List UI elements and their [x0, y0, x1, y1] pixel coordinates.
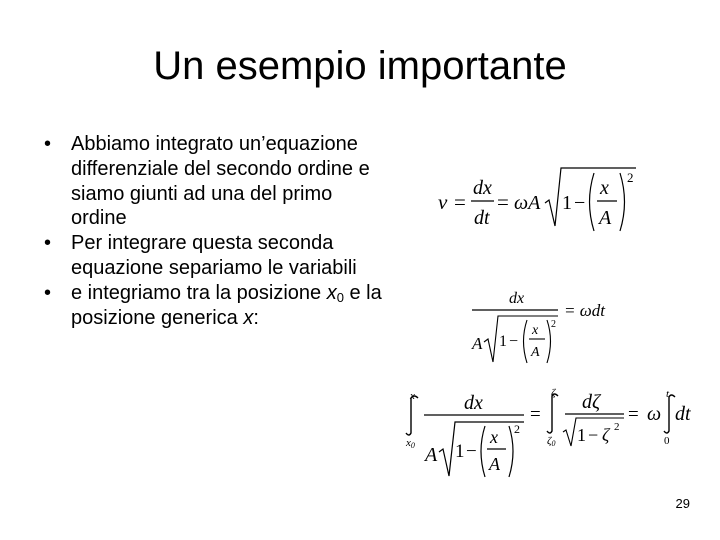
eq2-a: A [472, 334, 483, 353]
eq2-x: x [532, 323, 539, 338]
bullet-text: e integriamo tra la posizione $x_0$ e la posizione generica x: [71, 281, 382, 329]
eq1-dx: dx [473, 177, 492, 199]
bullet-marker: • [44, 133, 52, 155]
eq3-integral-sign-2 [547, 394, 558, 433]
eq3-minus: − [466, 441, 477, 462]
eq2-left-paren [524, 320, 528, 363]
eq2-minus: − [509, 333, 519, 350]
eq1-one: 1 [562, 192, 572, 214]
eq3-a2: A [489, 454, 500, 474]
eq3-right-paren [509, 426, 513, 477]
slide-title: Un esempio importante [153, 44, 567, 88]
eq3-lower-limit-3: 0 [664, 435, 670, 447]
eq3-minus-2: − [588, 425, 599, 445]
eq3-exponent-2: 2 [614, 421, 620, 433]
bullet-marker: • [44, 281, 52, 304]
eq3-exponent: 2 [514, 422, 520, 436]
eq3-a: A [425, 444, 438, 466]
eq1-left-paren [590, 173, 595, 231]
eq2-sqrt-sign [484, 316, 558, 362]
eq1-exponent: 2 [627, 170, 634, 185]
eq3-integral-sign-3 [664, 395, 675, 433]
eq3-one: 1 [455, 441, 465, 462]
eq3-zeta: ζ [602, 425, 610, 445]
bullet-text: Abbiamo integrato un’equazione differenziale del secondo ordine e siamo giunti ad una del primo ordine [71, 133, 370, 230]
eq3-lower-limit-1: x0 [406, 437, 415, 450]
eq3-dx: dx [464, 392, 483, 414]
bullet-marker: • [44, 232, 52, 255]
eq3-upper-limit-3: t [666, 388, 670, 400]
eq3-omega: ω [647, 403, 662, 425]
eq3-lower-limit-2: ζ0 [547, 435, 556, 448]
eq2-a2: A [531, 345, 540, 360]
equation-velocity [438, 168, 636, 231]
eq2-right-paren [547, 320, 551, 363]
eq1-v: v [438, 190, 448, 214]
page-number: 29 [675, 496, 690, 511]
eq2-dx: dx [509, 290, 525, 307]
eq2-rhs: = ωdt [564, 301, 605, 320]
eq3-left-paren [481, 426, 485, 477]
eq1-minus: − [574, 192, 586, 214]
eq3-upper-limit-2: ζ [551, 387, 556, 399]
eq3-upper-limit-1: x [410, 390, 415, 402]
bullet-text: Per integrare questa seconda equazione separiamo le variabili [71, 232, 357, 279]
eq3-equals-2: = [628, 404, 639, 425]
eq3-x: x [490, 427, 498, 447]
eq1-omega-a: ωA [514, 192, 541, 214]
eq1-equals: = [454, 190, 466, 214]
eq1-right-paren [620, 173, 625, 231]
eq3-dt: dt [675, 403, 691, 425]
equation-separated [471, 290, 606, 363]
eq3-dzeta: dζ [582, 391, 601, 413]
eq2-exponent: 2 [551, 319, 556, 330]
eq3-equals-1: = [530, 404, 541, 425]
eq1-x: x [600, 177, 609, 199]
eq2-one: 1 [499, 333, 507, 350]
equation-integrals [405, 387, 691, 477]
eq1-dt: dt [474, 207, 490, 229]
eq1-equals-2: = [497, 190, 509, 214]
eq1-a: A [599, 207, 612, 229]
eq3-one-2: 1 [577, 425, 586, 445]
